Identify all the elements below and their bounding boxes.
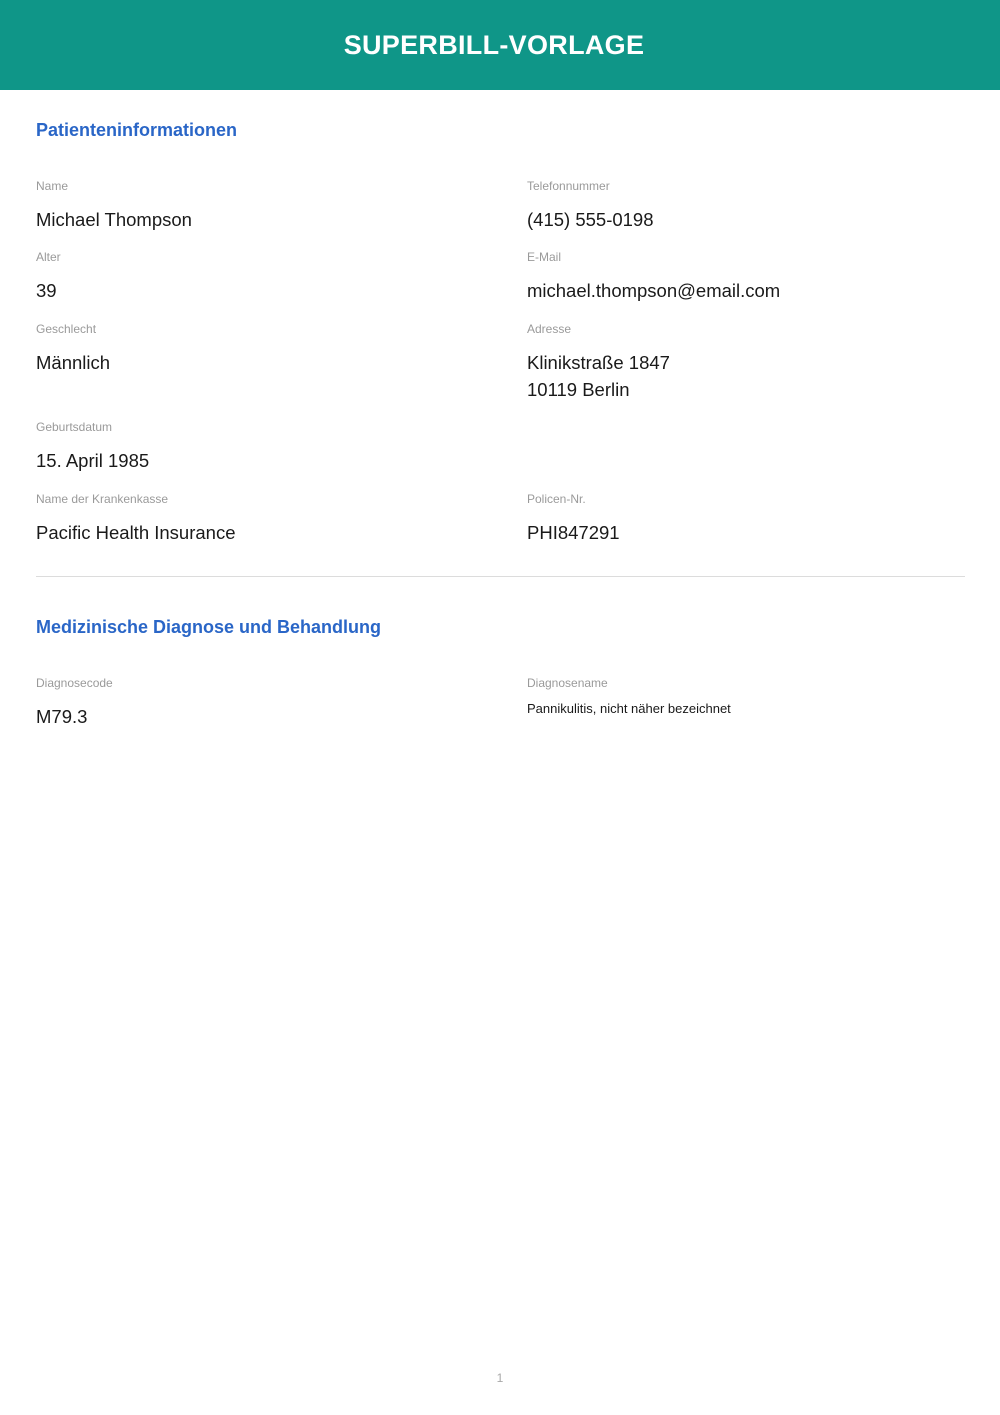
- field-policy: [527, 492, 957, 546]
- field-phone: [527, 179, 957, 233]
- section-divider: [36, 576, 965, 577]
- name-value: Michael Thompson: [36, 209, 192, 230]
- address-line-2: 10119 Berlin: [527, 379, 630, 400]
- address-label: Adresse: [527, 322, 572, 336]
- email-label: E-Mail: [527, 250, 562, 264]
- birthdate-label: Geburtsdatum: [36, 420, 113, 434]
- insurer-label: Name der Krankenkasse: [36, 492, 169, 506]
- age-label: Alter: [36, 250, 61, 264]
- email-value: michael.thompson@email.com: [527, 280, 781, 301]
- page-number: 1: [496, 1371, 504, 1385]
- insurer-value: Pacific Health Insurance: [36, 522, 236, 543]
- field-name: [36, 179, 466, 233]
- gender-label: Geschlecht: [36, 322, 97, 336]
- address-line-1: Klinikstraße 1847: [527, 352, 670, 373]
- policy-value: PHI847291: [527, 522, 620, 543]
- address-value: [527, 349, 957, 403]
- field-email: [527, 250, 957, 304]
- phone-label: Telefonnummer: [527, 179, 610, 193]
- diagnosis-code-value: M79.3: [36, 706, 88, 727]
- diagnosis-code-label: Diagnosecode: [36, 676, 113, 690]
- age-value: 39: [36, 280, 57, 301]
- field-birthdate: [36, 420, 466, 474]
- patient-section-title: Patienteninformationen: [36, 120, 238, 140]
- diagnosis-name-label: Diagnosename: [527, 676, 608, 690]
- diagnosis-section-title: Medizinische Diagnose und Behandlung: [36, 617, 382, 637]
- policy-label: Policen-Nr.: [527, 492, 586, 506]
- field-address: [527, 322, 957, 403]
- page-header: [0, 0, 1000, 90]
- birthdate-value: 15. April 1985: [36, 450, 150, 471]
- field-diagnosis-code: [36, 676, 466, 730]
- field-age: [36, 250, 466, 304]
- diagnosis-name-value: Pannikulitis, nicht näher bezeichnet: [527, 701, 731, 716]
- phone-value: (415) 555-0198: [527, 209, 654, 230]
- name-label: Name: [36, 179, 69, 193]
- gender-value: Männlich: [36, 352, 111, 373]
- document-title: SUPERBILL-VORLAGE: [343, 29, 645, 60]
- field-gender: [36, 322, 466, 376]
- field-diagnosis-name: [527, 676, 957, 717]
- field-insurer: [36, 492, 466, 546]
